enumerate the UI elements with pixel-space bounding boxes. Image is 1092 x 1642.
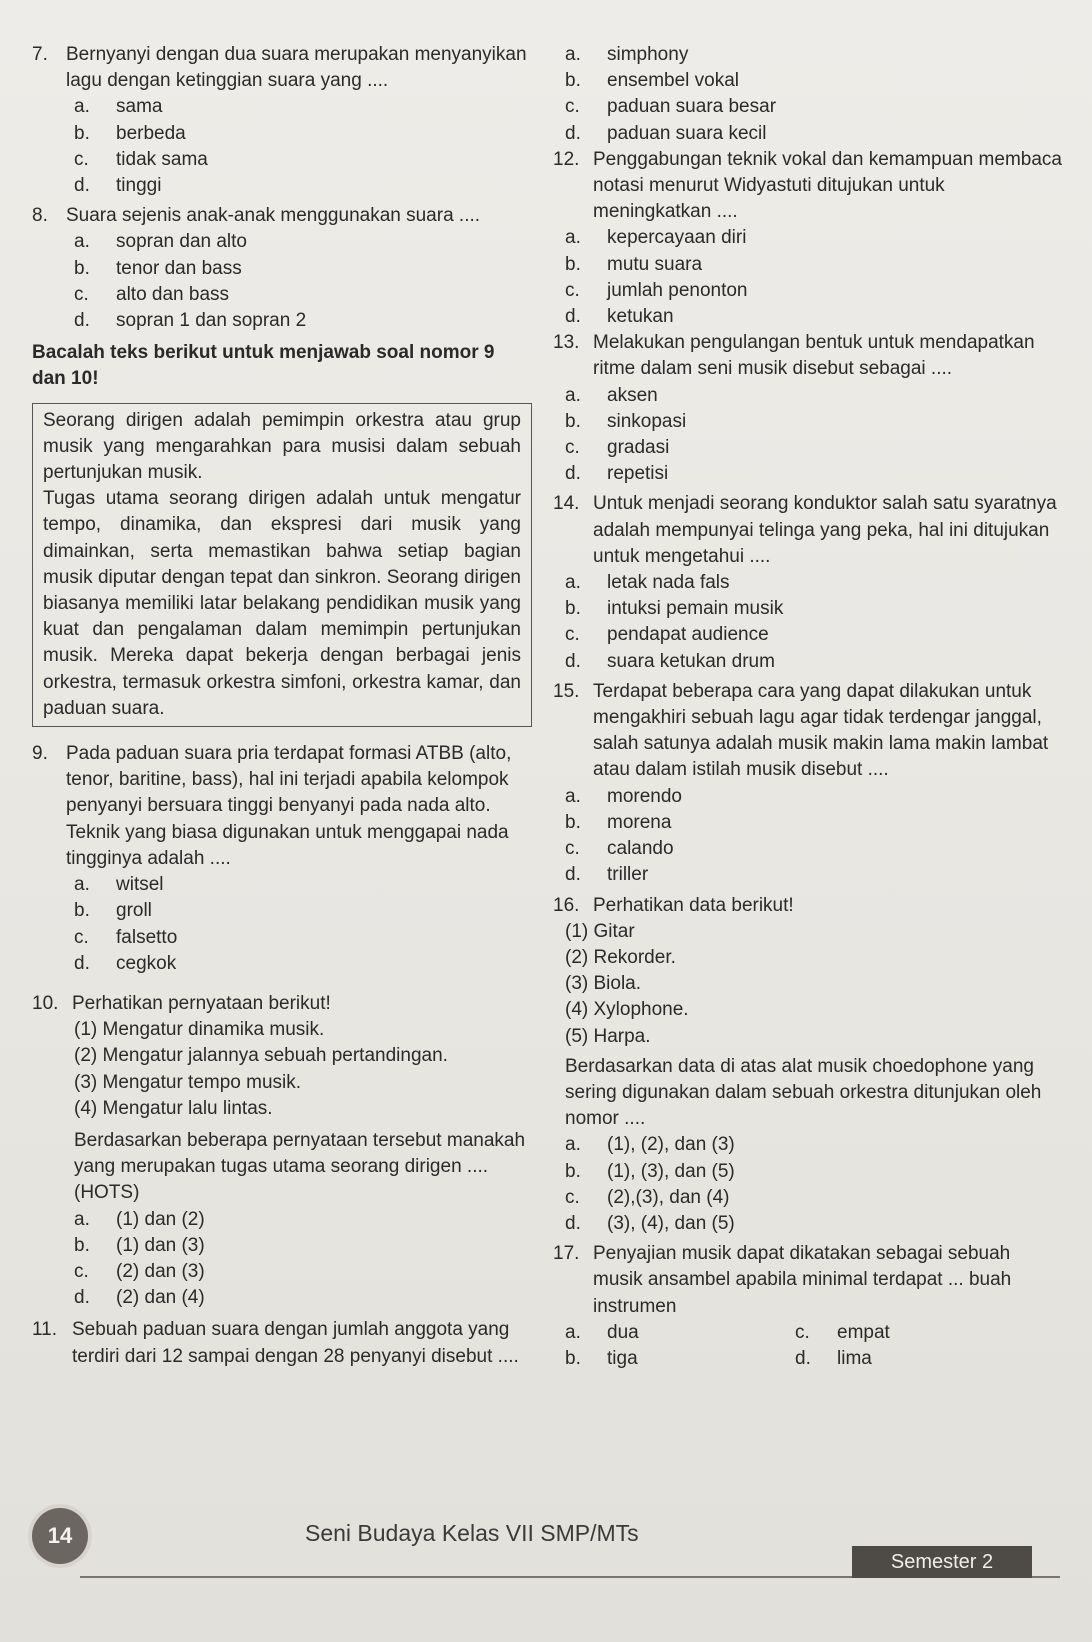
option[interactable]: a. simphony <box>565 44 689 65</box>
question-10 <box>32 991 532 1017</box>
options-15 <box>553 784 1063 889</box>
question-text: Pada paduan suara pria terdapat formasi ATBB (alto, tenor, baritine, bass), hal ini terjadi apabila kelompok penyanyi bersuara tinggi benyanyi pada nada alto. Teknik yang biasa digunakan untuk menggapai nada tingginya adalah .... <box>66 743 512 869</box>
book-title: Seni Budaya Kelas VII SMP/MTs <box>305 1520 639 1546</box>
option[interactable]: a. sama <box>74 96 163 118</box>
question-number: 17. <box>553 1243 580 1265</box>
options-16 <box>553 1132 1063 1237</box>
instruction: Bacalah teks berikut untuk menjawab soal nomor 9 dan 10! <box>32 342 495 390</box>
reading-passage <box>32 403 532 727</box>
question-number: 7. <box>32 44 48 65</box>
options-9 <box>32 872 532 977</box>
question-17 <box>553 1241 1063 1320</box>
question-16 <box>553 893 1063 919</box>
question-number: 10. <box>32 992 59 1014</box>
question-number: 11. <box>32 1319 58 1341</box>
question-text: Sebuah paduan suara dengan jumlah anggota yang terdiri dari 12 sampai dengan 28 penyanyi disebut .... <box>72 1319 519 1367</box>
question-13 <box>553 330 1063 382</box>
option[interactable]: c. jumlah penonton <box>565 279 748 301</box>
question-text: Melakukan pengulangan bentuk untuk mendapatkan ritme dalam seni musik disebut sebagai .... <box>593 332 1035 380</box>
question-text: Penyajian musik dapat dikatakan sebagai sebuah musik ansambel apabila minimal terdapat ... buah instrumen <box>593 1243 1012 1317</box>
option[interactable]: b. berbeda <box>74 122 186 144</box>
question-text: Bernyanyi dengan dua suara merupakan menyanyikan lagu dengan ketinggian suara yang .... <box>66 44 527 92</box>
option[interactable]: d. ketukan <box>565 306 674 328</box>
statement: (2) Mengatur jalannya sebuah pertandingan. <box>74 1045 448 1067</box>
statement-list <box>32 1017 532 1206</box>
question-text: Terdapat beberapa cara yang dapat dilakukan untuk mengakhiri sebuah lagu agar tidak terdengar janggal, salah satunya adalah musik makin lama makin lambat atau dalam istilah musik disebut .... <box>593 680 1049 781</box>
passage-paragraph: Seorang dirigen adalah pemimpin orkestra atau grup musik yang mengarahkan para musisi dalam sebuah pertunjukan musik. <box>43 409 521 484</box>
option[interactable]: a. morendo <box>565 785 682 807</box>
option[interactable]: b. ensembel vokal <box>565 70 740 92</box>
data-item: (3) Biola. <box>565 973 642 995</box>
options-14 <box>553 570 1063 675</box>
statement: (3) Mengatur tempo musik. <box>74 1071 302 1093</box>
option[interactable]: b. intuksi pemain musik <box>565 598 784 620</box>
option[interactable]: c. falsetto <box>74 926 178 948</box>
page-number-badge: 14 <box>32 1508 88 1564</box>
question-number: 14. <box>553 493 580 515</box>
page-footer <box>0 1490 1092 1610</box>
option[interactable]: b. tiga <box>565 1347 638 1369</box>
question-14 <box>553 491 1063 570</box>
semester-label: Semester 2 <box>852 1546 1032 1578</box>
option[interactable]: d. triller <box>565 864 649 886</box>
option[interactable]: d. tinggi <box>74 175 162 197</box>
question-number: 15. <box>553 680 580 702</box>
option[interactable]: a. letak nada fals <box>565 572 730 594</box>
options-11 <box>553 42 1063 147</box>
question-number: 9. <box>32 743 48 765</box>
option[interactable]: b. morena <box>565 811 672 833</box>
option[interactable]: a. kepercayaan diri <box>565 227 747 249</box>
data-item: (4) Xylophone. <box>565 999 689 1021</box>
statement: (1) Mengatur dinamika musik. <box>74 1019 325 1041</box>
option[interactable]: a. (1), (2), dan (3) <box>565 1134 735 1156</box>
option[interactable]: c. calando <box>565 838 674 860</box>
option[interactable]: c. (2),(3), dan (4) <box>565 1186 730 1208</box>
option[interactable]: a. (1) dan (2) <box>74 1208 205 1230</box>
question-15 <box>553 679 1063 784</box>
question-9 <box>32 741 532 872</box>
question-text: Penggabungan teknik vokal dan kemampuan membaca notasi menurut Widyastuti ditujukan untuk meningkatkan .... <box>593 148 1062 223</box>
option[interactable]: c. alto dan bass <box>74 283 230 305</box>
option[interactable]: b. tenor dan bass <box>74 257 242 279</box>
question-12 <box>553 147 1063 226</box>
option[interactable]: a. sopran dan alto <box>74 231 247 253</box>
question-number: 8. <box>32 205 48 227</box>
options-17 <box>553 1320 1063 1372</box>
data-item: (2) Rekorder. <box>565 946 676 968</box>
data-item: (5) Harpa. <box>565 1025 651 1047</box>
statement: (4) Mengatur lalu lintas. <box>74 1097 273 1119</box>
option[interactable]: d. sopran 1 dan sopran 2 <box>74 310 307 332</box>
option[interactable]: a. witsel <box>74 874 164 896</box>
question-7 <box>32 42 532 94</box>
question-text: Untuk menjadi seorang konduktor salah satu syaratnya adalah mempunyai telinga yang peka, hal ini ditujukan untuk mengetahui .... <box>593 493 1057 567</box>
option[interactable]: b. mutu suara <box>565 253 703 275</box>
left-column <box>32 42 532 1370</box>
option[interactable]: d. suara ketukan drum <box>565 650 775 672</box>
right-column <box>553 42 1063 1372</box>
options-8 <box>32 229 532 334</box>
option[interactable]: b. sinkopasi <box>565 410 687 432</box>
option[interactable]: d. cegkok <box>74 952 177 974</box>
question-11 <box>32 1317 532 1369</box>
option[interactable]: d. lima <box>795 1347 872 1369</box>
option[interactable]: d. (2) dan (4) <box>74 1287 205 1309</box>
question-text: Suara sejenis anak-anak menggunakan suara .... <box>66 205 481 227</box>
option[interactable]: c. empat <box>795 1321 890 1343</box>
question-text-2: Berdasarkan beberapa pernyataan tersebut manakah yang merupakan tugas utama seorang dirigen .... (HOTS) <box>74 1129 526 1204</box>
option[interactable]: c. gradasi <box>565 437 670 459</box>
options-12 <box>553 225 1063 330</box>
option[interactable]: c. pendapat audience <box>565 624 769 646</box>
option[interactable]: b. (1), (3), dan (5) <box>565 1160 735 1182</box>
options-13 <box>553 383 1063 488</box>
question-text-2: Berdasarkan data di atas alat musik choedophone yang sering digunakan dalam sebuah orkestra ditunjukan oleh nomor .... <box>565 1055 1042 1130</box>
data-item: (1) Gitar <box>565 920 635 942</box>
question-text: Perhatikan data berikut! <box>593 894 794 916</box>
question-number: 16. <box>553 894 580 916</box>
option[interactable]: c. paduan suara besar <box>565 96 777 118</box>
question-number: 13. <box>553 332 580 354</box>
option[interactable]: d. repetisi <box>565 463 669 485</box>
option[interactable]: a. dua <box>565 1321 639 1343</box>
question-text: Perhatikan pernyataan berikut! <box>72 992 331 1014</box>
option[interactable]: c. (2) dan (3) <box>74 1260 205 1282</box>
passage-paragraph: Tugas utama seorang dirigen adalah untuk mengatur tempo, dinamika, dan ekspresi dari musik yang dimainkan, serta memastikan bahwa setiap bagian musik diputar dengan tepat dan sinkron. Seorang dirigen biasanya memiliki latar belakang pendidikan musik yang kuat dan pengalaman dalam memimpin pertunjukan musik. Mereka dapat bekerja dengan berbagai jenis orkestra, termasuk orkestra simfoni, orkestra kamar, dan paduan suara. <box>43 488 521 719</box>
option[interactable]: b. (1) dan (3) <box>74 1234 205 1256</box>
options-10 <box>32 1207 532 1312</box>
option[interactable]: c. tidak sama <box>74 148 208 170</box>
data-list <box>553 919 1063 1133</box>
option[interactable]: b. groll <box>74 900 152 922</box>
question-number: 12. <box>553 148 580 170</box>
question-8 <box>32 203 532 229</box>
option[interactable]: d. paduan suara kecil <box>565 122 767 144</box>
option[interactable]: a. aksen <box>565 384 658 406</box>
option[interactable]: d. (3), (4), dan (5) <box>565 1212 735 1234</box>
options-7 <box>32 94 532 199</box>
